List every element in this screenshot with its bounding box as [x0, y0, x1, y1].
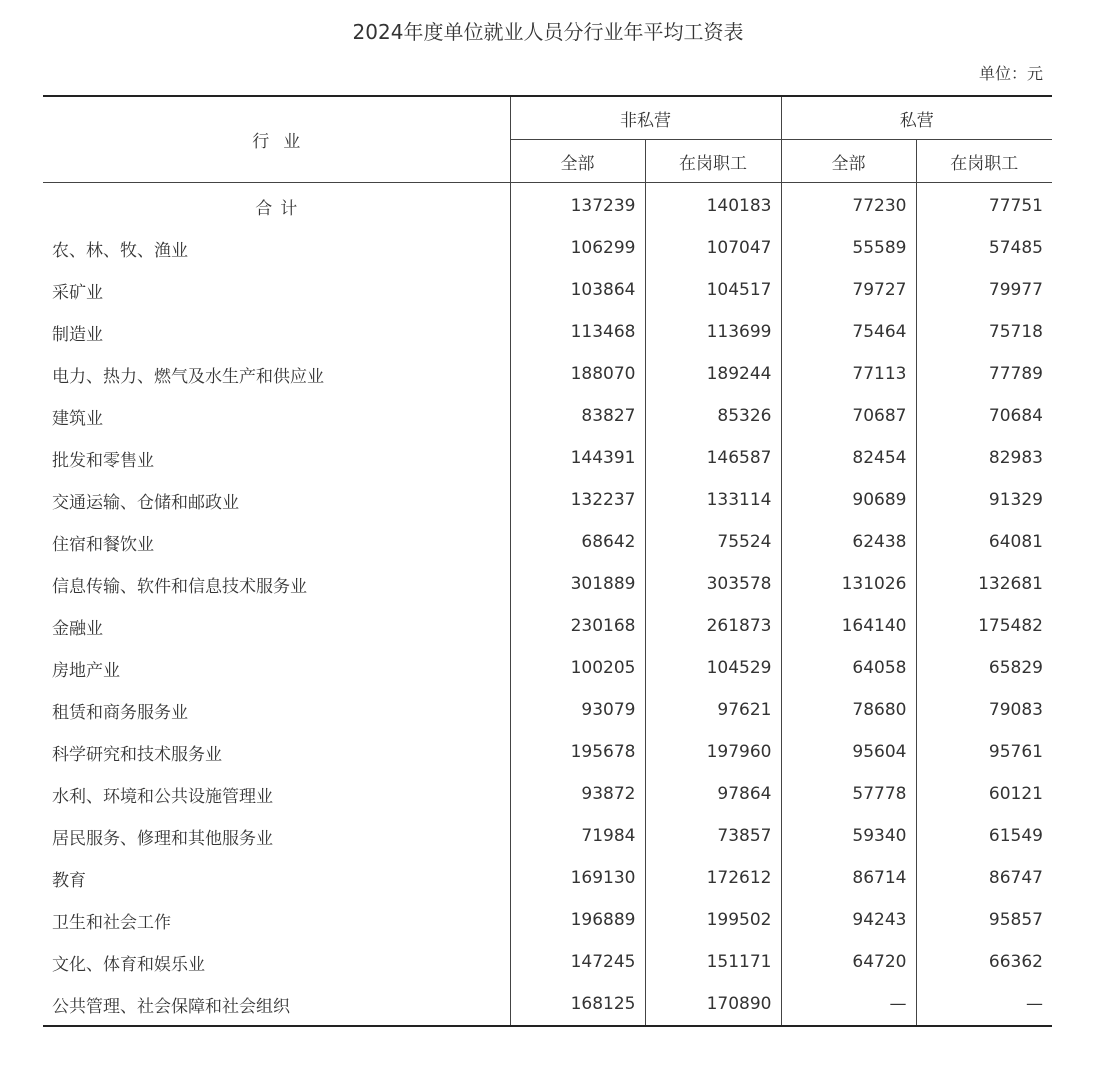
table-row	[43, 731, 1052, 773]
row-industry: 电力、热力、燃气及水生产和供应业	[52, 366, 324, 387]
row-industry: 金融业	[52, 618, 103, 639]
row-private-all: 82454	[781, 437, 916, 479]
row-non-private-on-post: 97621	[645, 689, 781, 731]
table-row	[43, 563, 1052, 605]
row-industry: 建筑业	[52, 408, 103, 429]
table-row	[43, 941, 1052, 983]
row-industry: 农、林、牧、渔业	[52, 240, 188, 261]
row-non-private-all: 137239	[510, 183, 645, 228]
row-non-private-on-post: 170890	[645, 983, 781, 1026]
row-private-on-post: 75718	[916, 311, 1052, 353]
row-private-all: 86714	[781, 857, 916, 899]
table-header	[43, 96, 1052, 183]
row-private-on-post: 91329	[916, 479, 1052, 521]
row-non-private-on-post: 85326	[645, 395, 781, 437]
row-private-on-post: 86747	[916, 857, 1052, 899]
row-non-private-on-post: 75524	[645, 521, 781, 563]
row-industry: 采矿业	[52, 282, 103, 303]
row-private-all: 79727	[781, 269, 916, 311]
header-non-private-on-post: 在岗职工	[645, 140, 781, 183]
table-row	[43, 353, 1052, 395]
table-row	[43, 521, 1052, 563]
row-non-private-on-post: 146587	[645, 437, 781, 479]
table-row	[43, 437, 1052, 479]
row-private-all: —	[781, 983, 916, 1026]
row-non-private-all: 103864	[510, 269, 645, 311]
row-private-on-post: 175482	[916, 605, 1052, 647]
row-private-all: 131026	[781, 563, 916, 605]
table-row	[43, 605, 1052, 647]
row-non-private-on-post: 113699	[645, 311, 781, 353]
row-non-private-all: 169130	[510, 857, 645, 899]
page-title: 2024年度单位就业人员分行业年平均工资表	[352, 20, 744, 44]
row-industry: 科学研究和技术服务业	[52, 744, 222, 765]
table-row	[43, 479, 1052, 521]
row-private-all: 75464	[781, 311, 916, 353]
row-non-private-on-post: 199502	[645, 899, 781, 941]
row-non-private-all: 132237	[510, 479, 645, 521]
row-private-all: 77113	[781, 353, 916, 395]
header-private: 私营	[781, 96, 1052, 140]
row-non-private-all: 106299	[510, 227, 645, 269]
row-industry: 合计	[255, 198, 306, 219]
header-non-private: 非私营	[510, 96, 781, 140]
row-non-private-on-post: 189244	[645, 353, 781, 395]
table-row	[43, 983, 1052, 1026]
row-non-private-all: 93079	[510, 689, 645, 731]
row-private-on-post: —	[916, 983, 1052, 1026]
row-industry: 卫生和社会工作	[52, 912, 171, 933]
row-non-private-on-post: 197960	[645, 731, 781, 773]
table-row	[43, 269, 1052, 311]
header-private-on-post: 在岗职工	[916, 140, 1052, 183]
row-private-on-post: 61549	[916, 815, 1052, 857]
row-private-all: 94243	[781, 899, 916, 941]
row-private-all: 95604	[781, 731, 916, 773]
row-private-all: 77230	[781, 183, 916, 228]
row-private-on-post: 82983	[916, 437, 1052, 479]
row-private-all: 78680	[781, 689, 916, 731]
table-row	[43, 689, 1052, 731]
row-industry: 公共管理、社会保障和社会组织	[43, 983, 510, 1026]
table-body	[43, 183, 1052, 1027]
row-private-all: 64058	[781, 647, 916, 689]
row-non-private-on-post: 97864	[645, 773, 781, 815]
row-industry: 交通运输、仓储和邮政业	[52, 492, 239, 513]
header-private-all: 全部	[781, 140, 916, 183]
row-non-private-all: 301889	[510, 563, 645, 605]
table-row-total	[43, 183, 1052, 228]
row-private-on-post: 70684	[916, 395, 1052, 437]
row-non-private-all: 71984	[510, 815, 645, 857]
table-row	[43, 227, 1052, 269]
row-private-on-post: 79977	[916, 269, 1052, 311]
row-industry: 批发和零售业	[52, 450, 154, 471]
row-private-all: 59340	[781, 815, 916, 857]
row-private-on-post: 66362	[916, 941, 1052, 983]
row-non-private-all: 168125	[510, 983, 645, 1026]
row-private-on-post: 57485	[916, 227, 1052, 269]
row-private-all: 90689	[781, 479, 916, 521]
row-non-private-all: 68642	[510, 521, 645, 563]
row-private-on-post: 64081	[916, 521, 1052, 563]
row-non-private-on-post: 303578	[645, 563, 781, 605]
row-non-private-on-post: 104529	[645, 647, 781, 689]
row-private-all: 164140	[781, 605, 916, 647]
table-row	[43, 857, 1052, 899]
row-non-private-all: 113468	[510, 311, 645, 353]
row-non-private-on-post: 133114	[645, 479, 781, 521]
table-row	[43, 647, 1052, 689]
row-private-all: 62438	[781, 521, 916, 563]
row-private-on-post: 77789	[916, 353, 1052, 395]
row-industry: 住宿和餐饮业	[52, 534, 154, 555]
row-private-on-post: 79083	[916, 689, 1052, 731]
row-non-private-on-post: 261873	[645, 605, 781, 647]
row-non-private-all: 147245	[510, 941, 645, 983]
row-industry: 租赁和商务服务业	[52, 702, 188, 723]
row-non-private-on-post: 73857	[645, 815, 781, 857]
table-row	[43, 395, 1052, 437]
header-industry: 行业	[43, 96, 510, 183]
row-private-on-post: 95857	[916, 899, 1052, 941]
row-industry: 房地产业	[52, 660, 120, 681]
unit-label: 单位：元	[978, 64, 1043, 83]
row-private-all: 57778	[781, 773, 916, 815]
row-non-private-all: 83827	[510, 395, 645, 437]
row-non-private-all: 188070	[510, 353, 645, 395]
row-non-private-all: 100205	[510, 647, 645, 689]
row-non-private-all: 144391	[510, 437, 645, 479]
table-row	[43, 311, 1052, 353]
row-non-private-on-post: 151171	[645, 941, 781, 983]
row-non-private-all: 93872	[510, 773, 645, 815]
row-industry: 教育	[52, 870, 86, 891]
row-private-all: 70687	[781, 395, 916, 437]
row-non-private-on-post: 104517	[645, 269, 781, 311]
row-non-private-on-post: 140183	[645, 183, 781, 228]
row-private-on-post: 60121	[916, 773, 1052, 815]
row-non-private-all: 195678	[510, 731, 645, 773]
table-row	[43, 815, 1052, 857]
row-private-all: 64720	[781, 941, 916, 983]
row-private-on-post: 77751	[916, 183, 1052, 228]
row-private-on-post: 65829	[916, 647, 1052, 689]
row-non-private-on-post: 107047	[645, 227, 781, 269]
table-row	[43, 899, 1052, 941]
row-private-on-post: 95761	[916, 731, 1052, 773]
row-industry: 文化、体育和娱乐业	[52, 954, 205, 975]
row-industry: 居民服务、修理和其他服务业	[52, 828, 273, 849]
row-private-on-post: 132681	[916, 563, 1052, 605]
row-non-private-all: 196889	[510, 899, 645, 941]
row-non-private-all: 230168	[510, 605, 645, 647]
row-private-all: 55589	[781, 227, 916, 269]
table-row	[43, 773, 1052, 815]
row-non-private-on-post: 172612	[645, 857, 781, 899]
wage-table	[43, 95, 1052, 1027]
header-non-private-all: 全部	[510, 140, 645, 183]
row-industry: 信息传输、软件和信息技术服务业	[52, 576, 307, 597]
row-industry: 水利、环境和公共设施管理业	[52, 786, 273, 807]
row-industry: 制造业	[52, 324, 103, 345]
